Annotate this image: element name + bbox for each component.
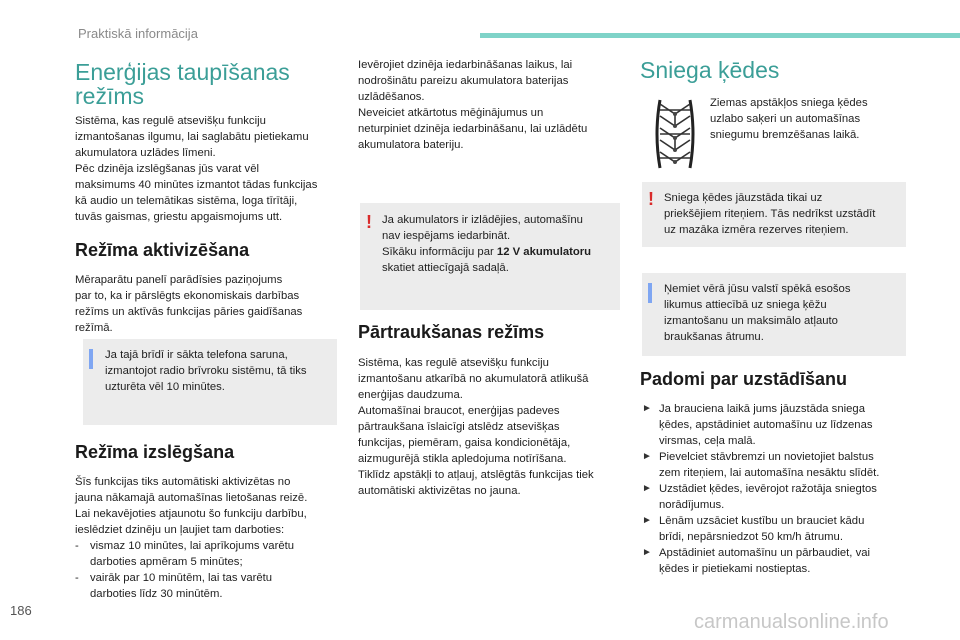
warning-text — [382, 212, 591, 276]
text-line: Automašīnai braucot, enerģijas padeves — [358, 405, 560, 417]
arrow-bullet-icon: ► — [642, 547, 652, 558]
text-line: par to, ka ir pārslēgts ekonomiskais darbības — [75, 290, 300, 302]
snow-chains-intro — [710, 95, 868, 143]
text-line: darboties apmēram 5 minūtes; — [90, 556, 243, 568]
text-line: uzturēta vēl 10 minūtes. — [105, 381, 225, 393]
deactivation-paragraph — [75, 474, 307, 602]
text-line: nodrošinātu pareizu akumulatora baterijas — [358, 75, 569, 87]
stop-mode-paragraph — [358, 355, 594, 499]
info-icon — [648, 283, 652, 303]
header-accent-bar — [480, 33, 960, 38]
text-line: kā audio un telemātikas sistēma, loga tīrītāji, — [75, 195, 298, 207]
text-line: Tiklīdz apstākļi to atļauj, atslēgtās funkcijas tiek — [358, 469, 594, 481]
text-line: Ja akumulators ir izlādējies, automašīnu — [382, 214, 583, 226]
heading-mode-deactivation: Režīma izslēgšana — [75, 442, 235, 462]
text-line: uzlādēšanos. — [358, 91, 425, 103]
text-line: Apstādiniet automašīnu un pārbaudiet, vai — [659, 547, 871, 559]
text-line: darboties līdz 30 minūtēm. — [90, 588, 223, 600]
text-line: priekšējiem riteņiem. Tās nedrīkst uzstādīt — [664, 208, 876, 220]
dash-marker: - — [75, 572, 79, 584]
info-icon — [89, 349, 93, 369]
text-line: vairāk par 10 minūtēm, lai tas varētu — [90, 572, 273, 584]
text-line: uz mazāka izmēra rezerves riteņiem. — [664, 224, 849, 236]
heading-mode-activation: Režīma aktivizēšana — [75, 240, 250, 260]
arrow-bullet-icon: ► — [642, 451, 652, 462]
text-line: Uzstādiet ķēdes, ievērojot ražotāja sniegtos — [659, 483, 877, 495]
start-times-paragraph — [358, 57, 587, 153]
text-line: Ziemas apstākļos sniega ķēdes — [710, 97, 868, 109]
text-line: režīms un aktīvās funkcijas pāries gaidīšanas — [75, 306, 303, 318]
page-number: 186 — [10, 603, 32, 618]
text-line: jauna nākamajā automašīnas lietošanas reizē. — [75, 492, 308, 504]
dash-item — [75, 538, 307, 570]
info-box-phone-call — [83, 339, 337, 425]
info-box-local-laws — [642, 273, 906, 356]
text-line: izmantojot radio brīvroku sistēmu, tā tiks — [105, 365, 307, 377]
heading-installation-tips: Padomi par uzstādīšanu — [640, 369, 848, 389]
text-line: Mēraparātu panelī parādīsies paziņojums — [75, 274, 283, 286]
text-line: Ja tajā brīdī ir sākta telefona saruna, — [105, 349, 288, 361]
text-line — [382, 244, 591, 260]
heading-stop-mode: Pārtraukšanas režīms — [358, 322, 545, 342]
dash-item — [75, 570, 307, 602]
warning-icon: ! — [648, 189, 654, 209]
battery-reference: 12 V akumulatoru — [496, 246, 592, 258]
text-line: sniegumu bremzēšanas laikā. — [710, 129, 860, 141]
heading-line: režīms — [75, 83, 144, 109]
section-title: Praktiskā informācija — [78, 26, 198, 41]
text-line: pārtraukšana īslaicīgi atslēdz atsevišķas — [358, 421, 560, 433]
text-line: nav iespējams iedarbināt. — [382, 230, 511, 242]
list-item — [642, 545, 879, 577]
arrow-bullet-icon: ► — [642, 483, 652, 494]
list-item — [642, 481, 879, 513]
list-item — [642, 401, 879, 449]
text-line: Šīs funkcijas tiks automātiski aktivizētas no — [75, 476, 291, 488]
dash-marker: - — [75, 540, 79, 552]
watermark: carmanualsonline.info — [694, 611, 889, 633]
heading-energy-saving — [75, 60, 290, 108]
list-item — [642, 513, 879, 545]
intro-paragraph — [75, 113, 317, 225]
text-line: Sistēma, kas regulē atsevišķu funkciju — [358, 357, 549, 369]
text-line: Ievērojiet dzinēja iedarbināšanas laikus, lai — [358, 59, 573, 71]
warning-icon: ! — [366, 212, 372, 232]
text-line: Ja brauciena laikā jums jāuzstāda sniega — [659, 403, 865, 415]
text-line: Lai nekavējoties atjaunotu šo funkciju darbību, — [75, 508, 307, 520]
text-line: Pievelciet stāvbremzi un novietojiet balstus — [659, 451, 874, 463]
heading-line: Enerģijas taupīšanas — [75, 59, 290, 85]
text-line: Lēnām uzsāciet kustību un brauciet kādu — [659, 515, 865, 527]
text-line: tuvās gaismas, griestu apgaismojums utt. — [75, 211, 283, 223]
text-line: uzlabo saķeri un automašīnas — [710, 113, 861, 125]
text-line: ķēdes, apstādiniet automašīnu uz līdzenas — [659, 419, 873, 431]
arrow-bullet-icon: ► — [642, 515, 652, 526]
text-line: ķēdes ir pietiekami nostieptas. — [659, 563, 811, 575]
text-line: virsmas, ceļa malā. — [659, 435, 756, 447]
text-line: funkcijas, piemēram, gaisa kondicionētāja, — [358, 437, 571, 449]
text-line: Sistēma, kas regulē atsevišķu funkciju — [75, 115, 266, 127]
info-text — [664, 281, 850, 345]
text-line: neturpiniet dzinēja iedarbināšanu, lai uzlādētu — [358, 123, 588, 135]
text-line: vismaz 10 minūtes, lai aprīkojums varētu — [90, 540, 295, 552]
snow-chain-icon — [648, 92, 702, 176]
text-line: enerģijas daudzuma. — [358, 389, 463, 401]
text-line: ieslēdziet dzinēju un ļaujiet tam darboties: — [75, 524, 285, 536]
warning-box-battery — [360, 203, 620, 310]
text-line: izmantošanu atkarībā no akumulatorā atlikušā — [358, 373, 589, 385]
text-line: akumulatora uzlādes līmeni. — [75, 147, 216, 159]
text-line: izmantošanu un maksimālo atļauto — [664, 315, 838, 327]
text-line: automātiski aktivizētas no jauna. — [358, 485, 521, 497]
text-line: Neveiciet atkārtotus mēģinājumus un — [358, 107, 544, 119]
text-line: brīdi, nepārsniedzot 50 km/h ātrumu. — [659, 531, 843, 543]
warning-text — [664, 190, 875, 238]
warning-box-front-wheels — [642, 182, 906, 247]
text-line: skatiet attiecīgajā sadaļā. — [382, 262, 509, 274]
text-fragment: Sīkāku informāciju par — [382, 246, 497, 258]
text-line: maksimums 40 minūtes izmantot tādas funkcijas — [75, 179, 318, 191]
text-line: Sniega ķēdes jāuzstāda tikai uz — [664, 192, 823, 204]
installation-tips-list — [642, 401, 879, 577]
text-line: aizmugurējā stikla apledojuma notīrīšana. — [358, 453, 567, 465]
text-line: norādījumus. — [659, 499, 725, 511]
list-item — [642, 449, 879, 481]
text-line: Pēc dzinēja izslēgšanas jūs varat vēl — [75, 163, 259, 175]
text-line: izmantošanas ilgumu, lai saglabātu pietiekamu — [75, 131, 309, 143]
text-line: Ņemiet vērā jūsu valstī spēkā esošos — [664, 283, 851, 295]
text-line: zem riteņiem, lai automašīna nesāktu slīdēt. — [659, 467, 880, 479]
text-line: režīmā. — [75, 322, 113, 334]
text-line: likumus attiecībā uz sniega ķēžu — [664, 299, 827, 311]
arrow-bullet-icon: ► — [642, 403, 652, 414]
info-text — [105, 347, 307, 395]
text-line: akumulatora bateriju. — [358, 139, 464, 151]
text-line: braukšanas ātrumu. — [664, 331, 764, 343]
heading-snow-chains: Sniega ķēdes — [640, 57, 780, 83]
activation-paragraph — [75, 272, 302, 336]
